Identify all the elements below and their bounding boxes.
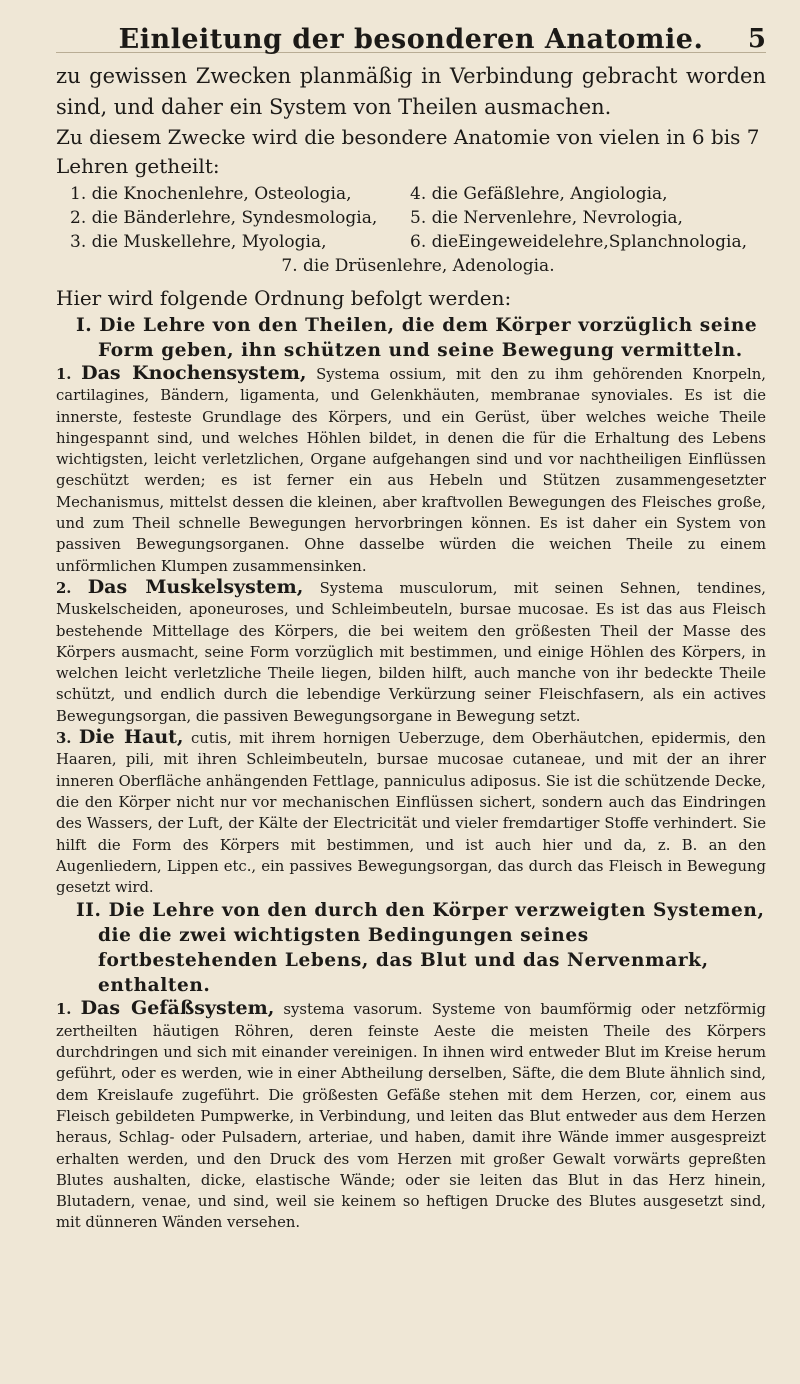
section-heading-2: II. Die Lehre von den durch den Körper verzweigten Systemen, die die zwei wichtigsten Bedingungen seines fortbestehenden Lebens, das Blut und das Nervenmark, enthalten. [76, 900, 765, 997]
item-number: 2. [56, 579, 72, 597]
item-title: Die Haut, [78, 726, 184, 749]
lehren-row [70, 206, 766, 230]
section1-item [56, 727, 766, 898]
section-heading-1: I. Die Lehre von den Theilen, die dem Körper vorzüglich seine Form geben, ihn schützen und seine Bewegung vermitteln. [76, 315, 758, 361]
item-title: Das Muskelsystem, [87, 575, 304, 598]
item-text: Systeme von baumförmig oder netzförmig zertheilten häutigen Röhren, deren feinste Aeste die meisten Theile des Körpers durchdringen und sich mit einander vereinigen. In ihnen wird entweder Blut im Kreise herum geführt, oder es werden, wie in einer Abtheilung derselben, Säfte, die dem Blute ähnlich sind, dem Kreislaufe zugeführt. Die größesten Gefäße stehen mit dem Herzen, cor, einem aus Fleisch gebildeten Pumpwerke, in Verbindung, und leiten das Blut entweder aus dem Herzen heraus, Schlag- oder Pulsadern, arteriae, und haben, damit ihre Wände immer ausgespreizt erhalten werden, und den Druck des vom Herzen mit großer Gewalt vorwärts gepreßten Blutes aushalten, dicke, elastische Wände; oder sie leiten das Blut in das Herz hinein, Blutadern, venae, und sind, weil sie keinem so heftigen Drucke des Blutes ausgesetzt sind, mit dünneren Wänden versehen. [56, 1001, 766, 1232]
item-text: mit den zu ihm gehörenden Knorpeln, cartilagines, Bändern, ligamenta, und Gelenkhäuten, membranae synoviales. Es ist die innerste, festeste Grundlage des Körpers, und ein Gerüst, über welches weiche Theile hingespannt sind, und welches Höhlen bildet, in denen die für die Erhaltung des Lebens wichtigsten, leicht verletzlichen, Organe aufgehangen sind und vor nachtheiligen Einflüssen geschützt werden; es ist ferner ein aus Hebeln und Stützen zusammengesetzter Mechanismus, mittelst dessen die kleinen, aber kraftvollen Bewegungen des Fleisches große, und zum Theil schnelle Bewegungen hervorbringen können. Es ist daher ein System von passiven Bewegungsorganen. Ohne dasselbe würden die weichen Theile zu einem unförmlichen Klumpen zusammensinken. [56, 366, 766, 575]
item-title: Das Gefäßsystem, [80, 997, 275, 1020]
page-number: 5 [747, 24, 766, 54]
lehren-list [70, 182, 766, 278]
item-latin: cutis, [190, 730, 232, 748]
lehre-item: 7. die Drüsenlehre, Adenologia. [281, 256, 555, 276]
lehre-item: 3. die Muskellehre, Myologia, [70, 232, 327, 252]
item-number: 1. [56, 1001, 72, 1019]
item-latin: systema vasorum. [283, 1001, 423, 1019]
lead-paragraph: zu gewissen Zwecken planmäßig in Verbindung gebracht worden sind, und daher ein System von Theilen ausmachen. [56, 64, 766, 119]
item-number: 3. [56, 730, 72, 748]
lehren-row [70, 254, 766, 278]
lehre-item: 1. die Knochenlehre, Osteologia, [70, 184, 352, 204]
item-latin: Systema musculorum, [319, 579, 498, 597]
item-latin: Systema ossium, [316, 366, 447, 383]
order-intro: Hier wird folgende Ordnung befolgt werden: [56, 286, 512, 310]
page-body [56, 61, 766, 1234]
lehren-row [70, 182, 766, 206]
page-header [56, 22, 766, 53]
lehre-item: 5. die Nervenlehre, Nevrologia, [410, 208, 683, 228]
lehren-row [70, 230, 766, 254]
running-title: Einleitung der besonderen Anatomie. [118, 24, 704, 55]
section2-item [56, 998, 766, 1233]
item-text: mit seinen Sehnen, tendines, Muskelscheiden, aponeuroses, und Schleimbeuteln, bursae mucosae. Es ist das aus Fleisch bestehende Mittellage des Körpers, die bei weitem den größesten Theil der Masse des Körpers ausmacht, seine Form vorzüglich mit bestimmen, und einige Höhlen des Körpers, in welchen leicht verletzliche Theile liegen, bilden hilft, auch manche von ihr bedeckte Theile schützt, und endlich durch die lebendige Verkürzung seiner Fleischfasern, als ein actives Bewegungsorgan, die passiven Bewegungsorgane in Bewegung setzt. [56, 579, 766, 725]
lehre-item: 4. die Gefäßlehre, Angiologia, [410, 184, 668, 204]
intro-paragraph: Zu diesem Zwecke wird die besondere Anatomie von vielen in 6 bis 7 Lehren getheilt: [56, 125, 760, 178]
lehre-item: 6. dieEingeweidelehre,Splanchnologia, [410, 232, 748, 252]
lehre-item: 2. die Bänderlehre, Syndesmologia, [70, 208, 378, 228]
item-text: mit ihrem hornigen Ueberzuge, dem Oberhäutchen, epidermis, den Haaren, pili, mit ihren Schleimbeuteln, bursae mucosae cutaneae, und mit der an ihrer inneren Oberfläche anhängenden Fettlage, panniculus adiposus. Sie ist die schützende Decke, die den Körper nicht nur vor mechanischen Einflüssen sichert, sondern auch das Eindringen des Wassers, der Luft, der Kälte der Electricität und vieler fremdartiger Stoffe verhindert. Sie hilft die Form des Körpers mit bestimmen, und ist auch hier und da, z. B. an den Augenliedern, Lippen etc., ein passives Bewegungsorgan, das durch das Fleisch in Bewegung gesetzt wird. [56, 730, 766, 897]
item-title: Das Knochensystem, [81, 362, 307, 384]
section1-item [56, 363, 766, 577]
section1-item [56, 577, 766, 727]
item-number: 1. [56, 366, 72, 383]
